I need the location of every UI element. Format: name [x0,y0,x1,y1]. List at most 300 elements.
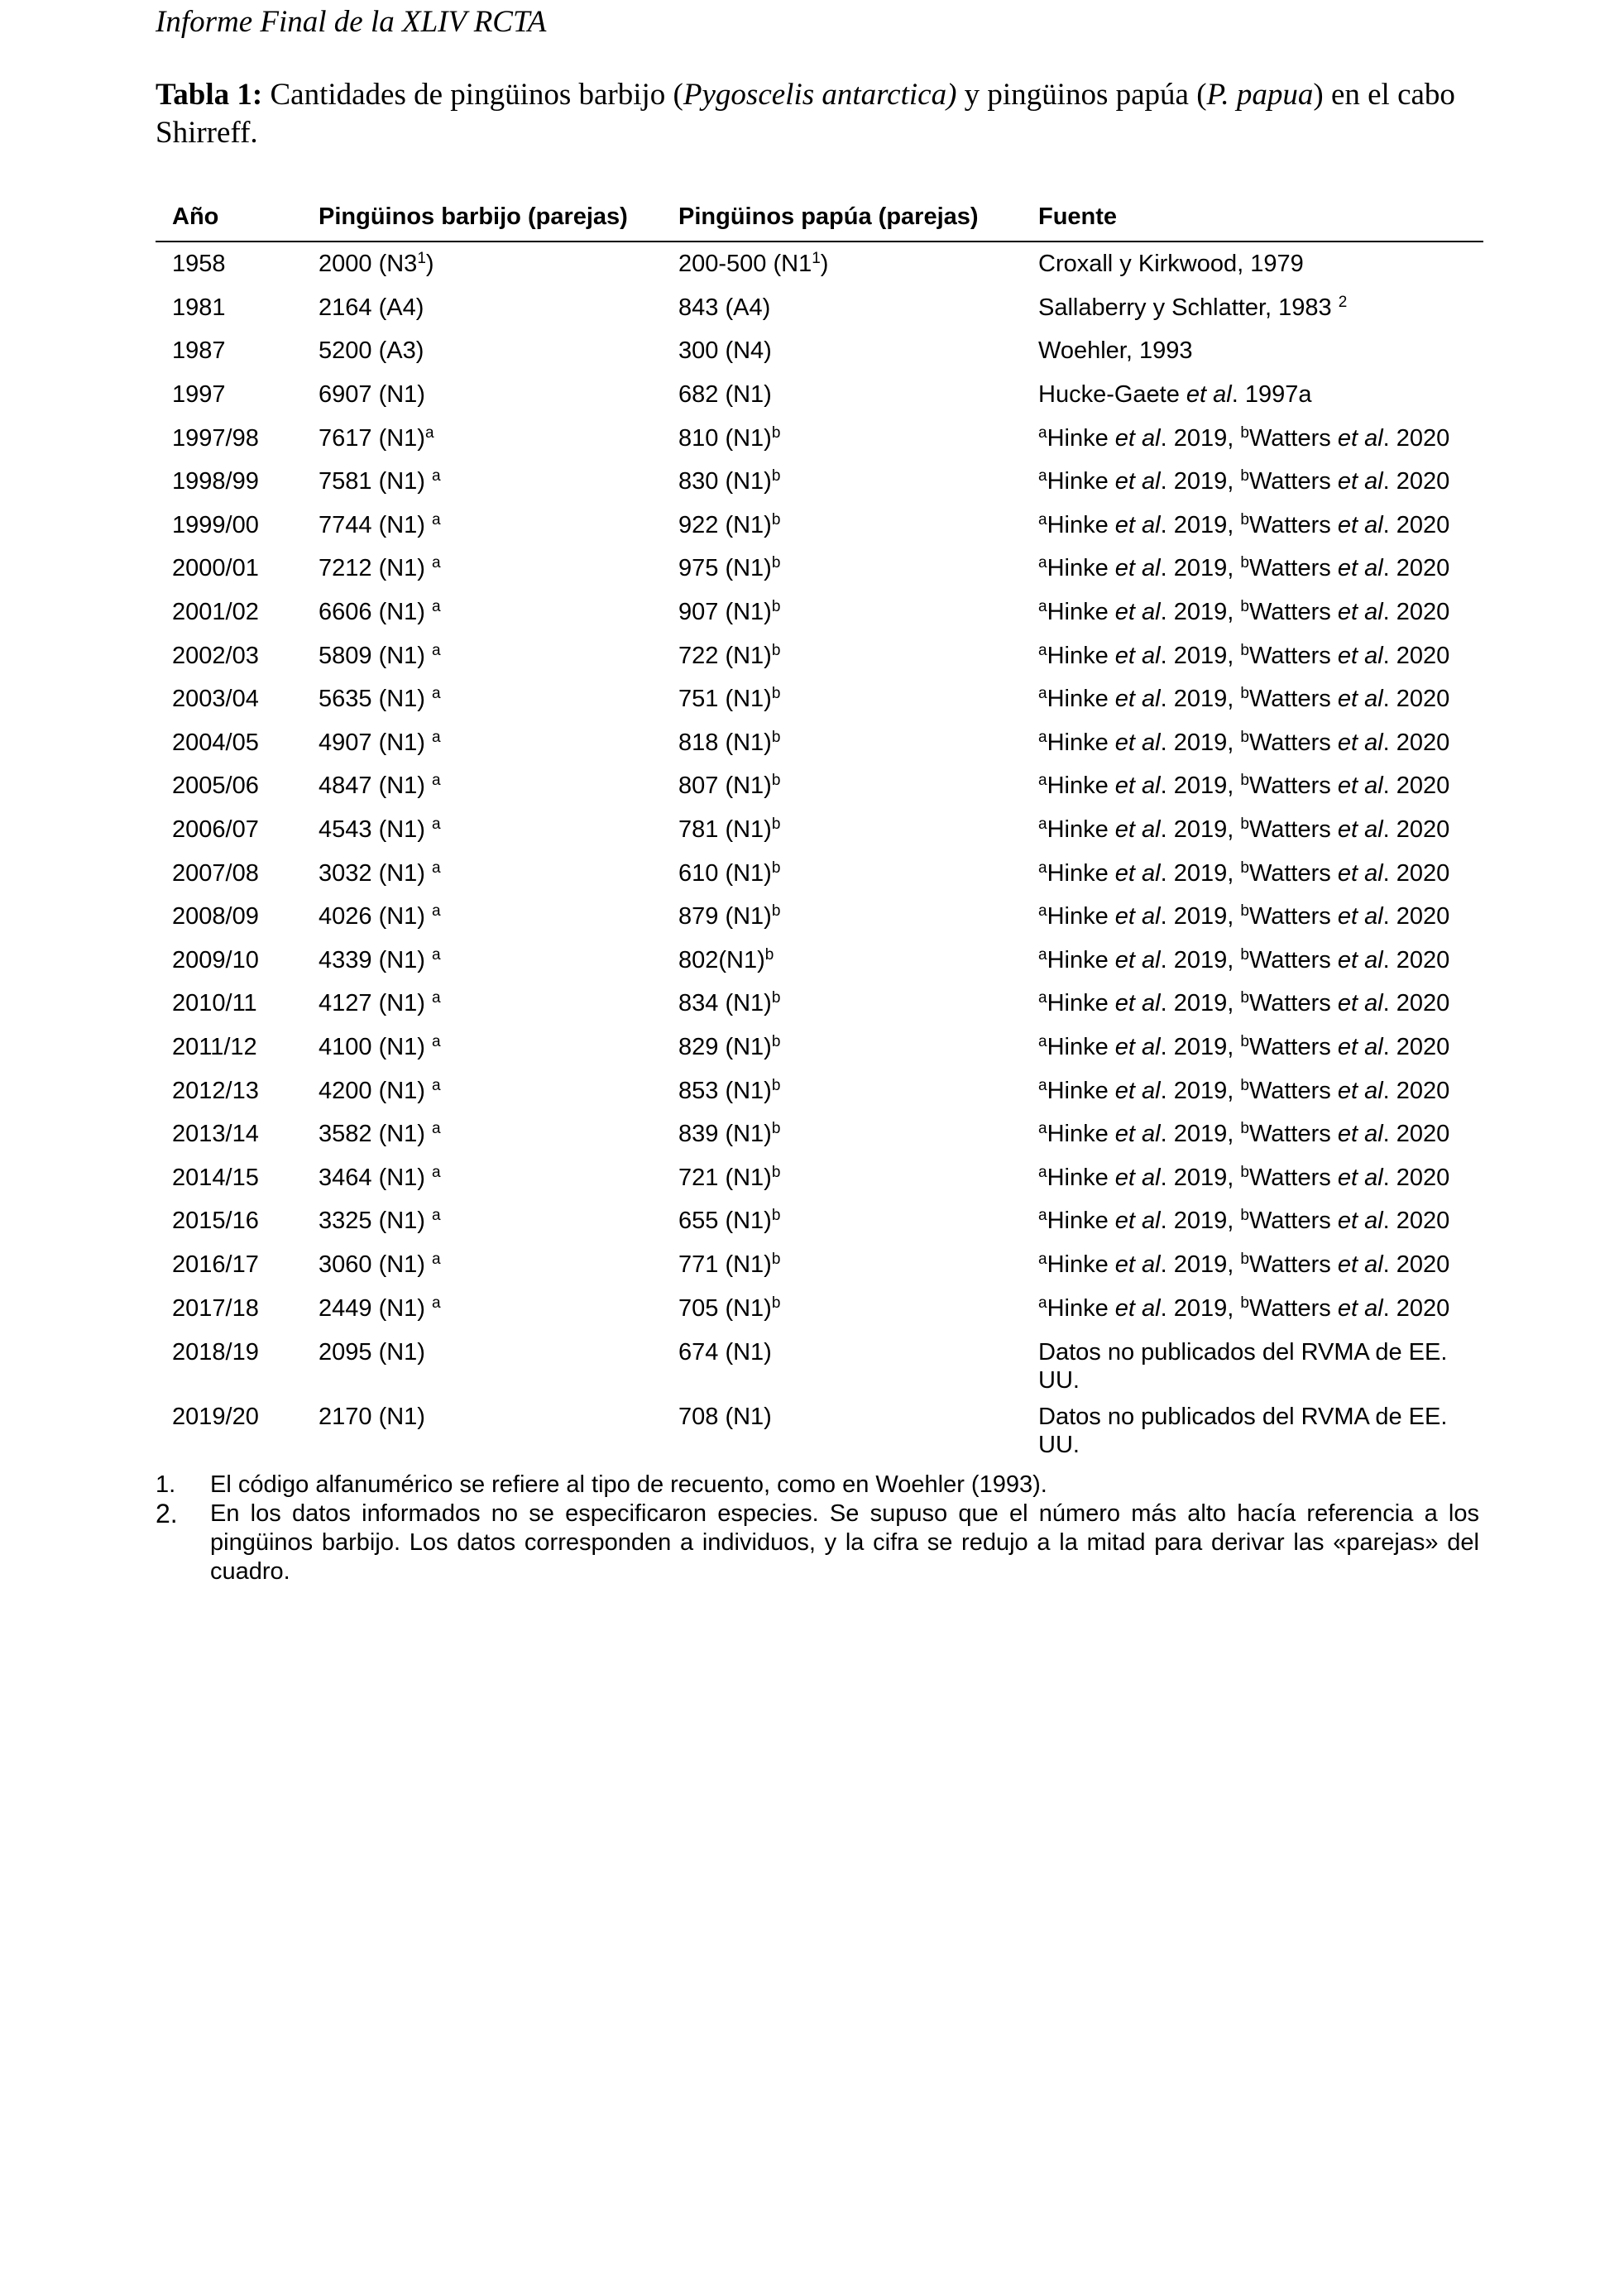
source-text: Hinke [1047,1121,1115,1148]
table-row [156,1155,1483,1199]
source-sup: b [1240,1294,1249,1312]
source-text: Woehler, 1993 [1038,337,1193,365]
papua-sup: 1 [812,250,821,268]
cell-papua [662,1394,1022,1459]
barbijo-sup: a [432,1250,441,1268]
source-text: . 2019, [1160,1077,1241,1104]
source-sup: b [1240,902,1249,921]
cell-papua [662,982,1022,1026]
barbijo-value: 7744 (N1) [319,511,433,538]
cell-source [1022,1069,1483,1112]
cell-source [1022,1155,1483,1199]
source-text: . 2020 [1382,1251,1450,1278]
cell-source [1022,286,1483,330]
table-caption [156,76,1479,152]
barbijo-value: 3325 (N1) [319,1208,433,1235]
table-row [156,764,1483,808]
papua-sup: b [771,1163,781,1181]
barbijo-sup: a [424,423,434,442]
source-sup: b [1240,598,1249,616]
source-text: . 2019, [1160,1033,1241,1060]
barbijo-sup: a [432,859,441,877]
papua-sup: b [771,1207,781,1225]
source-etal: et al [1337,424,1383,452]
source-sup: a [1038,945,1047,964]
source-etal: et al [1337,511,1383,538]
papua-sup: b [771,510,781,529]
papua-value: 830 (N1) [678,468,772,495]
table-row [156,242,1483,286]
table-row [156,1112,1483,1156]
barbijo-sup: a [432,1294,441,1312]
source-text: Hinke [1047,859,1115,887]
source-text: Hinke [1047,1164,1115,1191]
source-sup: a [1038,1076,1047,1094]
table-row [156,1069,1483,1112]
cell-year: 1997/98 [172,424,259,452]
cell-source [1022,242,1483,286]
barbijo-sup: a [432,1120,441,1138]
cell-source [1022,416,1483,460]
barbijo-sup: a [432,598,441,616]
source-text: . 2019, [1160,903,1241,930]
source-text: Hinke [1047,1033,1115,1060]
footnote [156,1500,1479,1586]
barbijo-sup: a [432,816,441,834]
source-text: . 2020 [1382,555,1450,582]
penguin-table-container [156,194,1483,1459]
papua-value: 682 (N1) [678,381,772,409]
cell-papua [662,504,1022,548]
source-text: Hinke [1047,816,1115,844]
footnote-text: En los datos informados no se especificaron especies. Se supuso que el número más alto hacía referencia a los pingüinos barbijo. Los datos corresponden a individuos, y la cifra se redujo a la mitad para derivar las «parejas» del cuadro. [210,1500,1479,1585]
papua-value: 829 (N1) [678,1033,772,1060]
source-text: . 2020 [1382,773,1450,800]
source-etal: et al [1114,946,1161,973]
cell-source [1022,329,1483,373]
source-etal: et al [1114,903,1161,930]
source-sup: a [1038,510,1047,529]
cell-papua [662,1112,1022,1156]
cell-source [1022,1394,1483,1459]
cell-source [1022,677,1483,721]
papua-value: 975 (N1) [678,555,772,582]
cell-barbijo [302,808,662,852]
papua-value: 818 (N1) [678,729,772,756]
cell-year: 1997 [172,381,226,409]
cell-papua [662,851,1022,895]
cell-year: 2013/14 [172,1121,259,1148]
barbijo-sup: a [432,467,441,486]
source-text: Watters [1248,511,1338,538]
papua-value: 200-500 (N1 [678,251,812,278]
table-header-row [156,194,1483,242]
cell-papua [662,1330,1022,1394]
cell-papua [662,329,1022,373]
cell-papua [662,1069,1022,1112]
cell-barbijo [302,939,662,983]
source-etal: et al [1114,859,1161,887]
source-sup: a [1038,816,1047,834]
cell-year: 1981 [172,294,226,321]
source-etal: et al [1337,903,1383,930]
table-row [156,416,1483,460]
cell-papua [662,1286,1022,1330]
papua-sup: b [771,859,781,877]
source-sup: b [1240,510,1249,529]
source-etal: et al [1114,1077,1161,1104]
cell-papua [662,416,1022,460]
cell-source [1022,547,1483,591]
barbijo-sup: a [432,641,441,659]
table-row [156,634,1483,677]
source-sup: b [1240,641,1249,659]
cell-papua [662,1155,1022,1199]
source-text: Watters [1248,599,1338,626]
barbijo-value: 3060 (N1) [319,1251,433,1278]
papua-sup: b [771,598,781,616]
barbijo-sup: a [432,945,441,964]
cell-papua [662,286,1022,330]
cell-source [1022,1243,1483,1287]
source-etal: et al [1337,1077,1383,1104]
source-sup: b [1240,859,1249,877]
source-etal: et al [1337,1164,1383,1191]
cell-year: 2011/12 [172,1033,257,1060]
source-text: Hinke [1047,729,1115,756]
caption-text: Cantidades de pingüinos barbijo ( [262,78,683,112]
source-etal: et al [1337,1251,1383,1278]
cell-barbijo [302,1155,662,1199]
barbijo-value: 5809 (N1) [319,642,433,669]
barbijo-value: 3032 (N1) [319,859,433,887]
barbijo-sup: a [432,1032,441,1050]
source-sup: a [1038,989,1047,1007]
table-body [156,242,1483,1459]
cell-source [1022,895,1483,939]
cell-source [1022,634,1483,677]
source-etal: et al [1337,1294,1383,1322]
source-text: Watters [1248,903,1338,930]
header-barbijo: Pingüinos barbijo (parejas) [302,194,662,242]
barbijo-sup: a [432,728,441,746]
source-text: Watters [1248,424,1338,452]
source-etal: et al [1337,555,1383,582]
table-row [156,373,1483,417]
papua-sup: b [771,1250,781,1268]
caption-text: y pingüinos papúa ( [956,78,1207,112]
barbijo-value: 4200 (N1) [319,1077,433,1104]
source-text: Hinke [1047,1208,1115,1235]
cell-papua [662,939,1022,983]
table-row [156,721,1483,765]
barbijo-sup: a [432,772,441,790]
cell-source [1022,373,1483,417]
source-sup: a [1038,1032,1047,1050]
source-text: . 2020 [1382,946,1450,973]
table-row [156,677,1483,721]
papua-value: 843 (A4) [678,294,771,321]
cell-year: 2016/17 [172,1251,259,1278]
source-text: . 2019, [1160,729,1241,756]
source-text: . 2020 [1382,686,1450,713]
source-sup: b [1240,1120,1249,1138]
source-text: Datos no publicados del RVMA de EE. UU. [1038,1403,1448,1458]
barbijo-value: 3464 (N1) [319,1164,433,1191]
page-header: Informe Final de la XLIV RCTA [156,5,547,39]
source-text: . 2019, [1160,1164,1241,1191]
cell-year: 1987 [172,337,226,365]
barbijo-value: 5200 (A3) [319,337,424,365]
source-text: Watters [1248,555,1338,582]
source-sup: a [1038,1250,1047,1268]
papua-sup: b [771,423,781,442]
footnotes [156,1471,1479,1586]
footnote [156,1471,1479,1500]
source-etal: et al [1114,642,1161,669]
source-text: . 2020 [1382,1294,1450,1322]
cell-year: 2000/01 [172,555,259,582]
cell-barbijo [302,1069,662,1112]
source-text: Hinke [1047,424,1115,452]
source-etal: et al [1337,468,1383,495]
barbijo-value: 2095 (N1) [319,1338,425,1366]
source-text: . 1997a [1231,381,1312,409]
source-etal: et al [1114,1164,1161,1191]
cell-source [1022,460,1483,504]
caption-species-1: Pygoscelis antarctica) [683,78,957,112]
table-row [156,1243,1483,1287]
papua-sup: b [771,902,781,921]
cell-barbijo [302,460,662,504]
barbijo-value: 4026 (N1) [319,903,433,930]
caption-species-2: P. papua [1206,78,1314,112]
table-row [156,1286,1483,1330]
source-etal: et al [1337,946,1383,973]
source-etal: et al [1337,1033,1383,1060]
source-sup: a [1038,1163,1047,1181]
papua-value: 721 (N1) [678,1164,772,1191]
source-text: . 2020 [1382,642,1450,669]
cell-barbijo [302,547,662,591]
cell-barbijo [302,851,662,895]
cell-papua [662,1026,1022,1069]
barbijo-value: 4847 (N1) [319,773,433,800]
papua-sup: b [771,467,781,486]
barbijo-value: 4339 (N1) [319,946,433,973]
source-text: . 2020 [1382,599,1450,626]
table-row [156,1394,1483,1459]
barbijo-end: ) [425,251,434,278]
source-etal: et al [1114,511,1161,538]
cell-year: 2004/05 [172,729,259,756]
cell-barbijo [302,1112,662,1156]
papua-value: 705 (N1) [678,1294,772,1322]
papua-sup: b [771,728,781,746]
source-text: . 2020 [1382,424,1450,452]
barbijo-sup: a [432,902,441,921]
papua-value: 879 (N1) [678,903,772,930]
cell-year: 2007/08 [172,859,259,887]
papua-sup: b [771,816,781,834]
cell-papua [662,1243,1022,1287]
cell-papua [662,242,1022,286]
source-text: . 2020 [1382,990,1450,1017]
source-text: . 2020 [1382,468,1450,495]
cell-barbijo [302,721,662,765]
barbijo-value: 6907 (N1) [319,381,425,409]
source-etal: et al [1114,773,1161,800]
papua-value: 674 (N1) [678,1338,772,1366]
table-row [156,547,1483,591]
barbijo-sup: a [432,1207,441,1225]
source-text: Watters [1248,816,1338,844]
source-etal: et al [1114,990,1161,1017]
source-text: . 2019, [1160,946,1241,973]
barbijo-value: 2000 (N3 [319,251,418,278]
papua-value: 610 (N1) [678,859,772,887]
cell-barbijo [302,634,662,677]
papua-sup: b [771,554,781,572]
cell-barbijo [302,329,662,373]
cell-year: 2012/13 [172,1077,259,1104]
table-row [156,460,1483,504]
papua-value: 781 (N1) [678,816,772,844]
papua-sup: b [771,641,781,659]
barbijo-value: 3582 (N1) [319,1121,433,1148]
cell-barbijo [302,1199,662,1243]
source-etal: et al [1337,729,1383,756]
source-text: . 2019, [1160,555,1241,582]
cell-year: 2010/11 [172,990,257,1017]
cell-barbijo [302,1394,662,1459]
cell-papua [662,677,1022,721]
source-text: Hinke [1047,686,1115,713]
source-sup: b [1240,728,1249,746]
papua-value: 708 (N1) [678,1403,772,1430]
source-sup: b [1240,1207,1249,1225]
caption-label: Tabla 1: [156,78,263,112]
cell-source [1022,1286,1483,1330]
source-etal: et al [1114,1121,1161,1148]
barbijo-value: 4100 (N1) [319,1033,433,1060]
source-etal: et al [1337,990,1383,1017]
barbijo-sup: a [432,1163,441,1181]
table-row [156,329,1483,373]
papua-value: 751 (N1) [678,686,772,713]
cell-source [1022,1330,1483,1394]
source-text: Hinke [1047,946,1115,973]
source-sup: b [1240,554,1249,572]
barbijo-sup: a [432,989,441,1007]
cell-year: 2015/16 [172,1208,259,1235]
source-sup: a [1038,772,1047,790]
table-row [156,1199,1483,1243]
papua-value: 722 (N1) [678,642,772,669]
cell-year: 2009/10 [172,946,259,973]
cell-source [1022,982,1483,1026]
barbijo-value: 4907 (N1) [319,729,433,756]
papua-value: 834 (N1) [678,990,772,1017]
papua-sup: b [771,772,781,790]
source-text: Watters [1248,773,1338,800]
source-text: . 2020 [1382,816,1450,844]
cell-source [1022,591,1483,634]
source-etal: et al [1337,773,1383,800]
papua-sup: b [771,1120,781,1138]
barbijo-value: 4543 (N1) [319,816,433,844]
source-text: Hinke [1047,990,1115,1017]
papua-sup: b [771,685,781,703]
source-text: . 2019, [1160,511,1241,538]
source-sup: a [1038,728,1047,746]
source-text: . 2019, [1160,859,1241,887]
source-sup: b [1240,1032,1249,1050]
source-sup: a [1038,1207,1047,1225]
source-sup: a [1038,641,1047,659]
cell-source [1022,764,1483,808]
source-etal: et al [1186,381,1232,409]
cell-year: 2008/09 [172,903,259,930]
source-text: . 2020 [1382,1121,1450,1148]
cell-source [1022,808,1483,852]
cell-year: 2014/15 [172,1164,259,1191]
source-sup: a [1038,902,1047,921]
cell-source [1022,939,1483,983]
source-sup: a [1038,467,1047,486]
source-text: Croxall y Kirkwood, 1979 [1038,251,1304,278]
source-sup: b [1240,1163,1249,1181]
header-papua: Pingüinos papúa (parejas) [662,194,1022,242]
cell-papua [662,373,1022,417]
papua-sup: b [771,1032,781,1050]
barbijo-sup: a [432,510,441,529]
cell-papua [662,895,1022,939]
source-text: Hucke-Gaete [1038,381,1186,409]
source-etal: et al [1337,1121,1383,1148]
barbijo-value: 2170 (N1) [319,1403,425,1430]
table-row [156,895,1483,939]
source-text: . 2019, [1160,1251,1241,1278]
cell-source [1022,504,1483,548]
table-row [156,808,1483,852]
papua-value: 810 (N1) [678,424,772,452]
source-text: Watters [1248,642,1338,669]
source-text: . 2019, [1160,1208,1241,1235]
source-text: Watters [1248,1121,1338,1148]
source-etal: et al [1337,599,1383,626]
source-sup: a [1038,685,1047,703]
cell-source [1022,1199,1483,1243]
source-sup: a [1038,859,1047,877]
cell-year: 2019/20 [172,1403,259,1430]
cell-papua [662,591,1022,634]
source-text: Watters [1248,1077,1338,1104]
source-text: Hinke [1047,511,1115,538]
barbijo-sup: a [432,554,441,572]
source-text: Watters [1248,1208,1338,1235]
source-text: Watters [1248,946,1338,973]
source-text: Watters [1248,990,1338,1017]
papua-sup: b [771,989,781,1007]
table-row [156,286,1483,330]
source-etal: et al [1337,859,1383,887]
barbijo-sup: a [432,685,441,703]
papua-value: 655 (N1) [678,1208,772,1235]
caption-text: ) en el cabo Shirreff. [156,78,1455,150]
cell-barbijo [302,1026,662,1069]
source-sup: a [1038,1294,1047,1312]
